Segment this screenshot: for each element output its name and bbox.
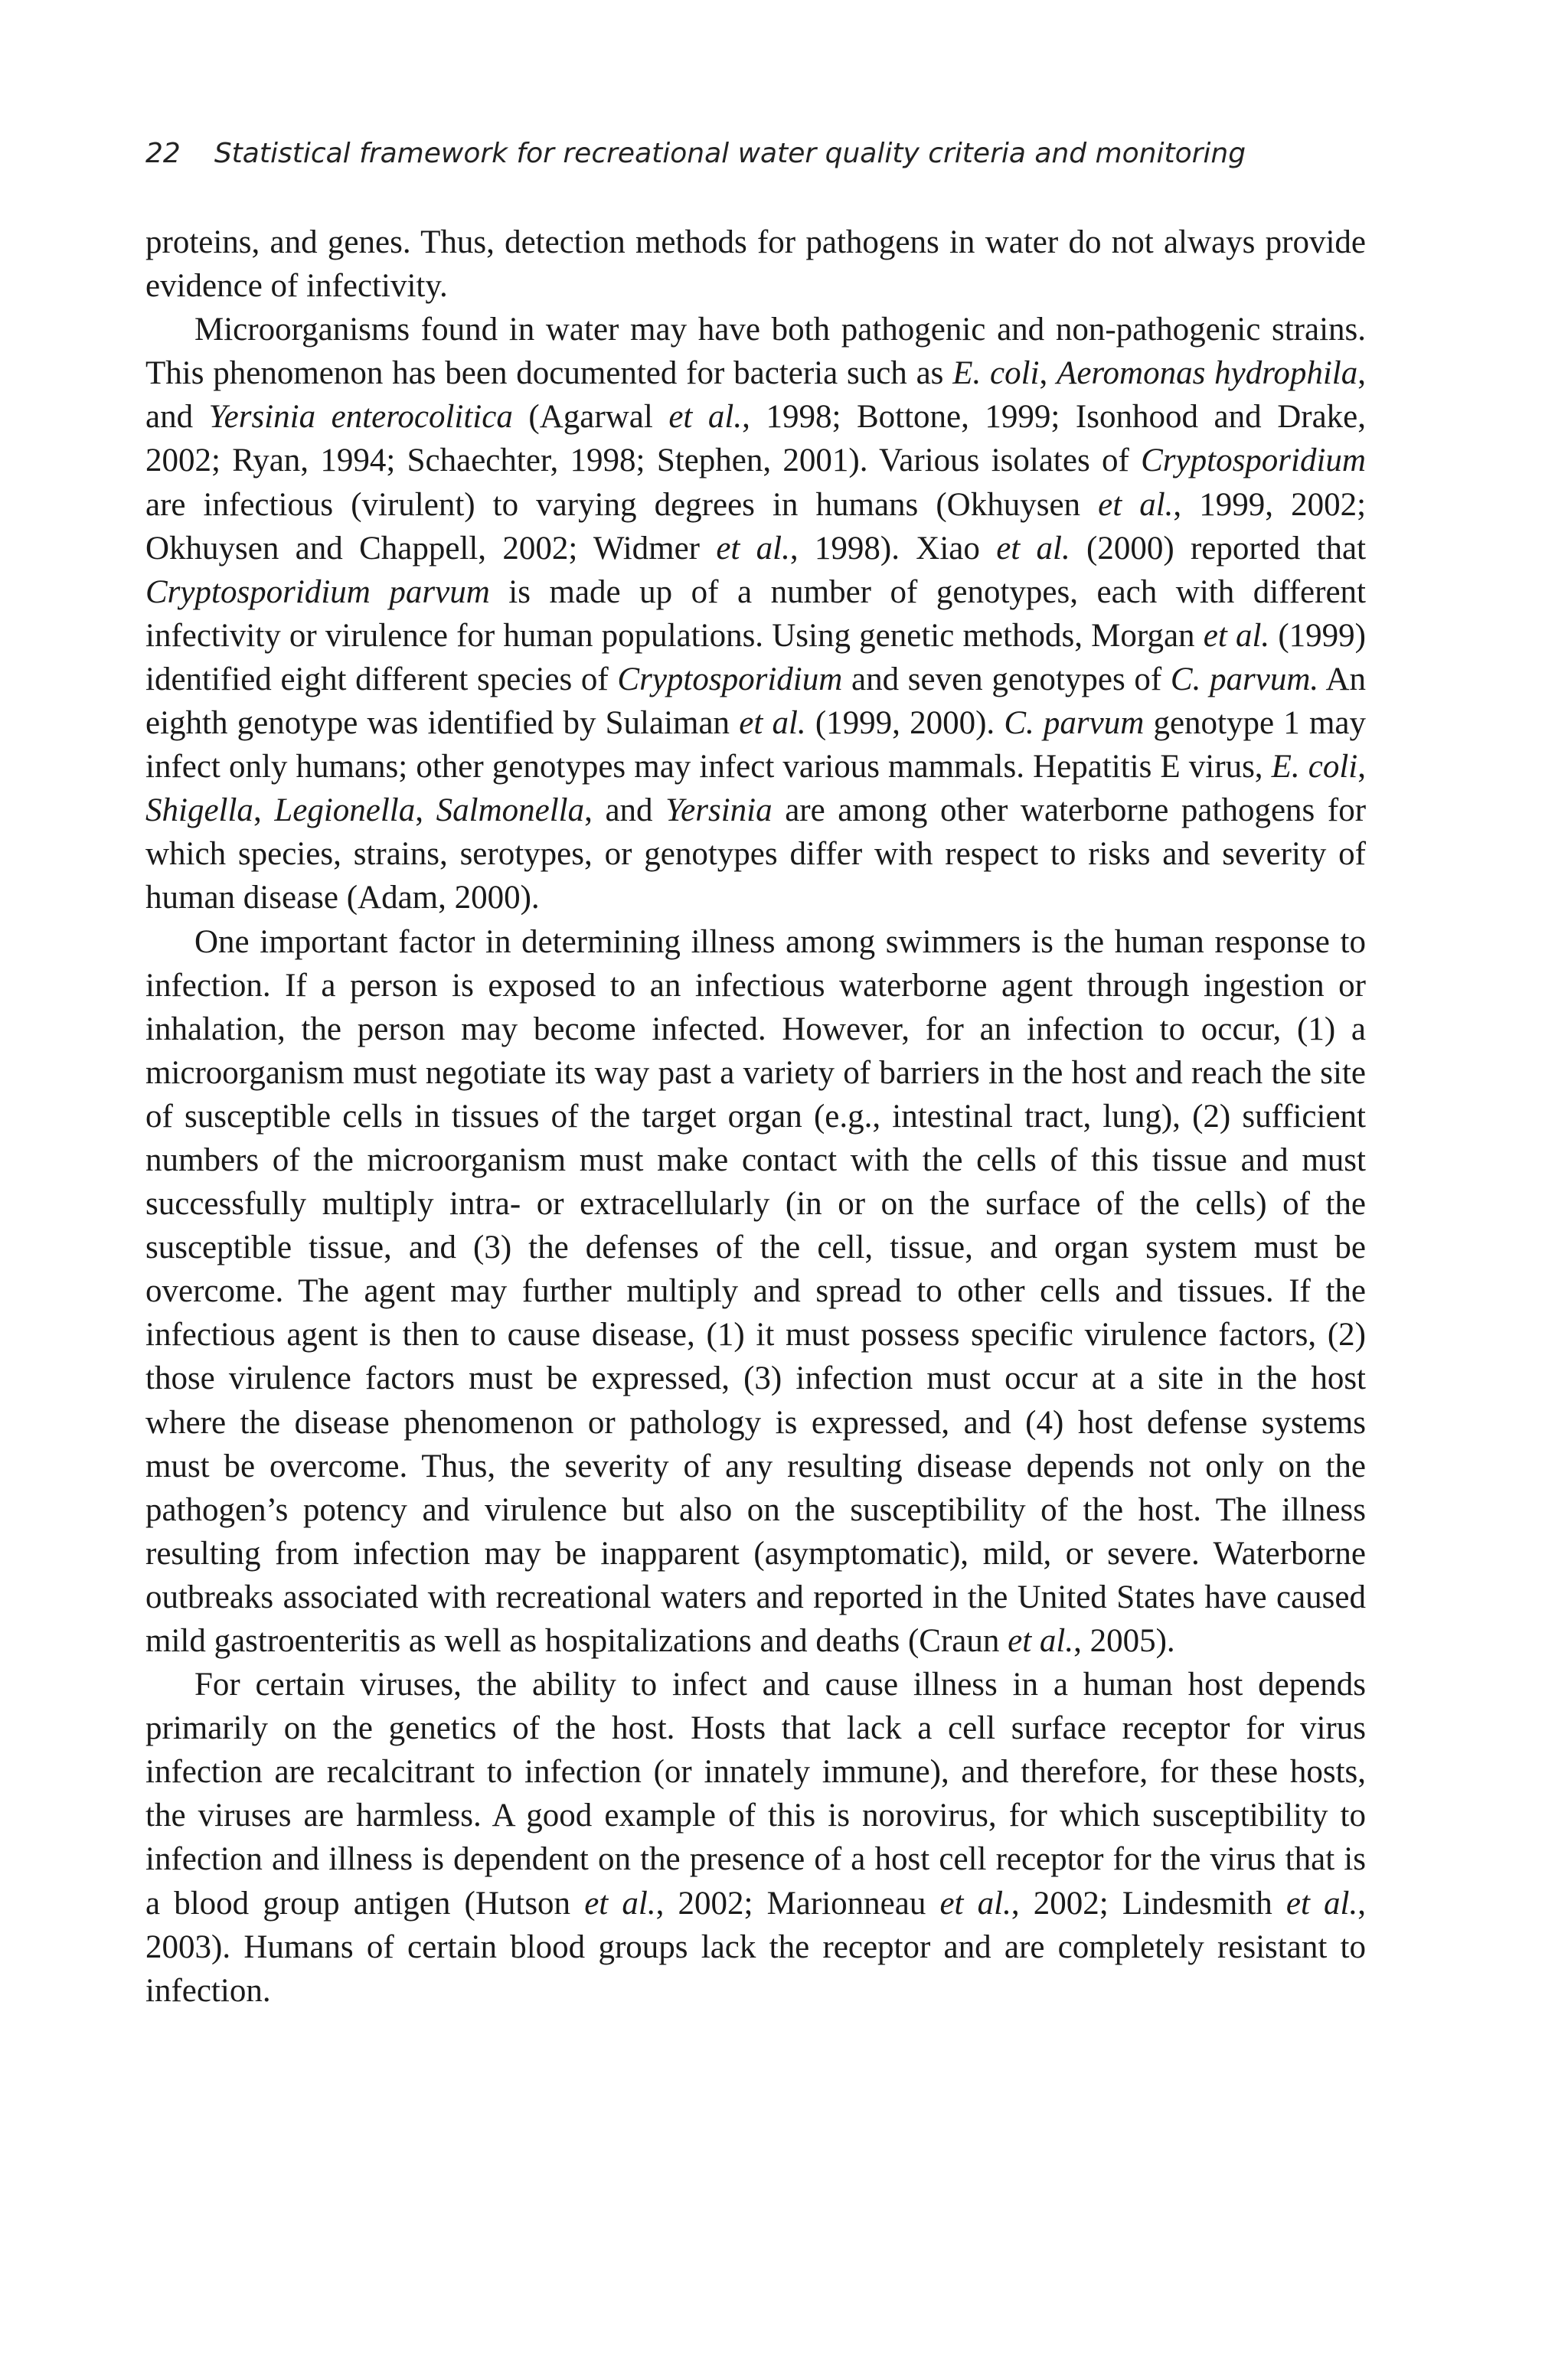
running-header [145,138,1401,169]
text-run: , [1039,355,1057,392]
italic-text: Salmonella [436,792,585,829]
text-run: , [415,792,436,829]
italic-text: et al. [1285,1885,1358,1922]
text-run: Microorganisms found in water may have both pathogenic and non-pathogenic strains. This phenomenon has been documented for bacteria such as [145,312,1366,392]
italic-text: et al. [739,705,806,742]
text-run: An eighth genotype was identified by Sulaiman [145,661,1367,742]
running-title: Statistical framework for recreational water quality criteria and monitoring [214,138,1246,169]
text-run: and seven genotypes of [842,661,1171,697]
italic-text: et al. [996,530,1070,567]
text-run: For certain viruses, the ability to infect and cause illness in a human host depends primarily on the genetics of the host. Hosts that lack a cell surface receptor for virus infection are recalcitrant to infection (or innately immune), and therefore, for these hosts, the viruses are harmless. A good example of this is norovirus, for which susceptibility to infection and illness is dependent on the presence of a host cell receptor for the virus that is a blood group antigen (Hutson [145,1667,1366,1922]
italic-text: et al. [584,1885,656,1922]
text-run: , 2002; Lindesmith [1011,1885,1286,1922]
italic-text: C. parvum [1004,705,1145,742]
italic-text: et al. [1203,617,1270,654]
text-run: , [1357,749,1367,785]
text-run: , [253,792,275,829]
paragraph [145,1663,1366,2013]
text-run: is made up of a number of genotypes, each with different infectivity or virulence for human populations. Using genetic methods, Morgan [145,573,1366,654]
italic-text: et al. [668,399,743,436]
text-run: , and [584,792,666,829]
body-text [145,220,1366,2013]
paragraph [145,308,1366,919]
text-run: genotype 1 may infect only humans; other genotypes may infect various mammals. Hepatitis E virus, [145,705,1366,785]
text-run: , 1998). Xiao [789,530,997,567]
italic-text: et al. [716,530,790,567]
italic-text: Cryptosporidium [617,661,843,697]
text-run: One important factor in determining illness among swimmers is the human response to infection. If a person is exposed to an infectious waterborne agent through ingestion or inhalation, the person may become infected. However, for an infection to occur, (1) a microorganism must negotiate its way past a variety of barriers in the host and reach the site of susceptible cells in tissues of the target organ (e.g., intestinal tract, lung), (2) sufficient numbers of the microorganism must make contact with the cells of this tissue and must successfully multiply intra- or extracellularly (in or on the surface of the cells) of the susceptible tissue, and (3) the defenses of the cell, tissue, and organ system must be overcome. The agent may further multiply and spread to other cells and tissues. If the infectious agent is then to cause disease, (1) it must possess specific virulence factors, (2) those virulence factors must be expressed, (3) infection must occur at a site in the host where the disease phenomenon or pathology is expressed, and (4) host defense systems must be overcome. Thus, the severity of any resulting disease depends not only on the pathogen’s potency and virulence but also on the susceptibility of the host. The illness resulting from infection may be inapparent (asymptomatic), mild, or severe. Waterborne outbreaks associated with recreational waters and reported in the United States have caused mild gastroenteritis as well as hospitalizations and deaths (Craun [145,923,1366,1659]
text-run: , 2003). Humans of certain blood groups lack the receptor and are completely resistant to infection. [145,1885,1366,2009]
paragraph [145,920,1366,1664]
italic-text: et al. [939,1885,1011,1922]
text-run: (1999, 2000). [805,705,1004,742]
text-run: (2000) reported that [1070,530,1367,567]
italic-text: Shigella [145,792,253,829]
italic-text: et al. [1098,486,1174,523]
italic-text: E. coli [1271,749,1358,785]
italic-text: et al. [1008,1623,1074,1659]
text-run: are infectious (virulent) to varying degrees in humans (Okhuysen [145,486,1099,523]
text-run: proteins, and genes. Thus, detection methods for pathogens in water do not always provide evidence of infectivity. [145,224,1366,305]
italic-text: C. parvum. [1170,661,1319,697]
text-run: , 2005). [1073,1623,1175,1659]
paragraph [145,220,1366,308]
italic-text: Aeromonas hydrophila [1057,355,1358,392]
italic-text: Yersinia [665,792,773,829]
italic-text: Legionella [274,792,416,829]
text-run: (1999) identified eight different species of [145,617,1366,697]
italic-text: Cryptosporidium parvum [145,573,490,610]
text-run: (Agarwal [512,399,669,436]
italic-text: Cryptosporidium [1141,442,1366,479]
text-run: , and [145,355,1366,436]
text-run: , 2002; Marionneau [655,1885,940,1922]
italic-text: E. coli [952,355,1040,392]
text-run: are among other waterborne pathogens for which species, strains, serotypes, or genotypes differ with respect to risks and severity of human disease (Adam, 2000). [145,792,1367,916]
text-run: , 1999, 2002; Okhuysen and Chappell, 2002; Widmer [145,486,1367,567]
italic-text: Yersinia enterocolitica [208,399,513,436]
page-number: 22 [145,138,181,169]
text-run: , 1998; Bottone, 1999; Isonhood and Drake, 2002; Ryan, 1994; Schaechter, 1998; Stephen, 2001). Various isolates of [145,399,1366,479]
